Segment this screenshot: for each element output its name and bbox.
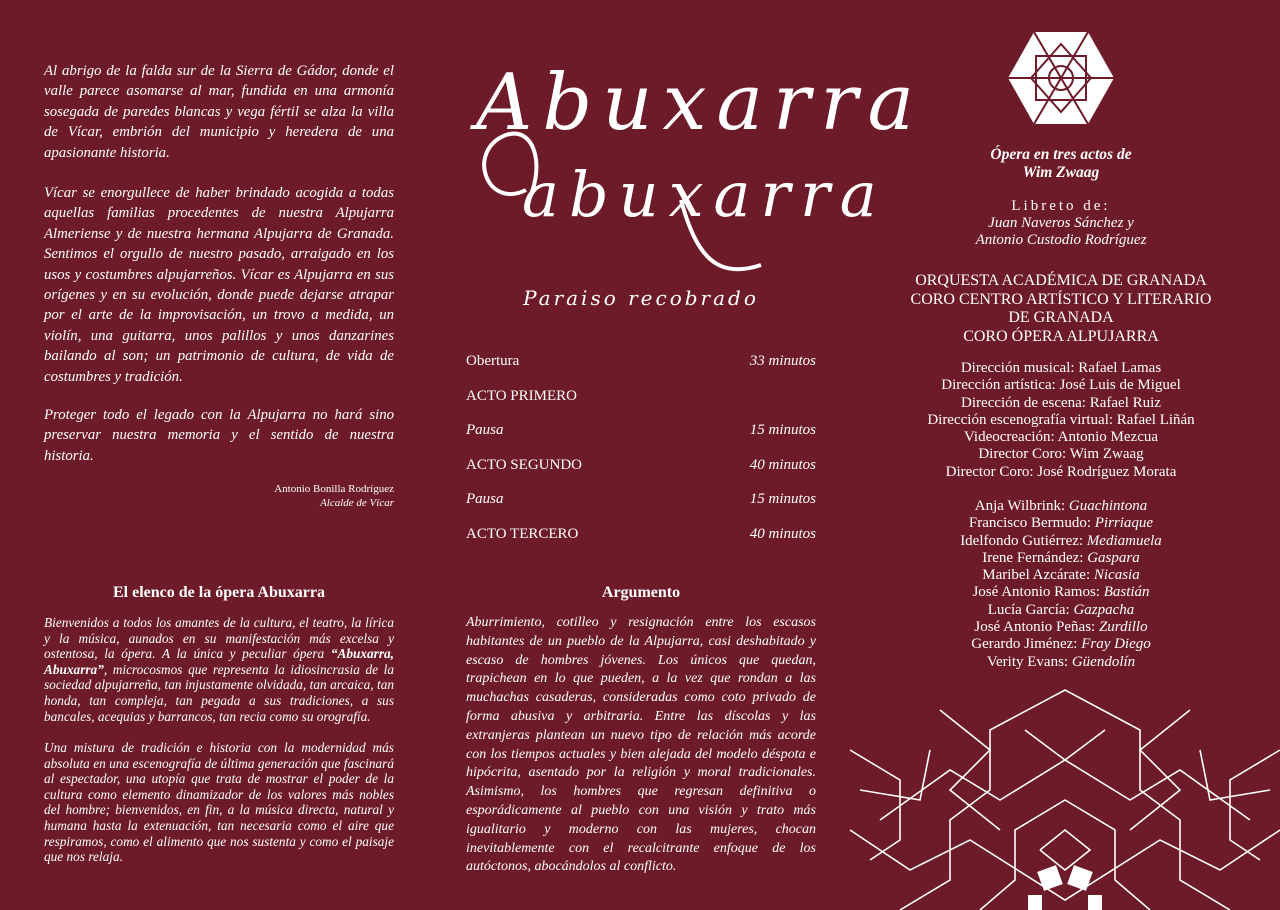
actor-name: Verity Evans: <box>986 653 1072 670</box>
program-row <box>466 422 816 457</box>
actor-name: Anja Wilbrink: <box>974 498 1069 514</box>
cast-text-post: , microcosmos que representa la idiosincrasia de la sociedad alpujarreña, tan injustamente olvidada, tan arcaica, tan honda, tan compleja, tan pegada a sus tradiciones, a sus bancales, acequias y barrancos, tan recia como su orografía. <box>44 661 394 724</box>
credit-line: Dirección de escena: Rafael Ruiz <box>961 394 1161 411</box>
actor-name: José Antonio Ramos: <box>972 584 1104 601</box>
cast-text-pre: Bienvenidos a todos los amantes de la cultura, el teatro, la lírica y la música, aunados en su manifestación más excelsa y ostentosa, la ópera. A la única y peculiar ópera <box>44 615 394 662</box>
actor-name: Maribel Azcárate: <box>982 567 1094 584</box>
geometric-pattern-icon <box>850 690 1280 910</box>
credit-line: Dirección artística: José Luis de Miguel <box>941 377 1181 394</box>
program-row <box>466 526 816 561</box>
cast-member <box>880 654 1242 671</box>
credit-line: Videocreación: Antonio Mezcua <box>963 429 1159 446</box>
cast-member <box>880 498 1242 515</box>
program-row <box>466 491 816 526</box>
program-item-name: ACTO TERCERO <box>466 525 579 542</box>
role-name: Pirriaque <box>1094 515 1154 532</box>
left-column <box>44 0 394 910</box>
middle-column <box>466 0 925 910</box>
title-flourish-icon <box>466 40 816 300</box>
intro-paragraph-1: Al abrigo de la falda sur de la Sierra de Gádor, donde el valle parece asomarse al mar, fundida en una armonía sosegada de paredes blancas y vega fértil se alza la villa de Vícar, embrión del municipio y heredera de una apasionante historia. <box>44 63 394 161</box>
signature-name: Antonio Bonilla Rodríguez <box>274 483 394 495</box>
role-name: Güendolín <box>1071 653 1136 670</box>
intro-paragraph-2: Vícar se enorgullece de haber brindado acogida a todas aquellas familias procedentes de nuestra Alpujarra Almeriense y de nuestra hermana Alpujarra de Granada. Sentimos el orgullo de nuestro pasado, arraigado en los usos y costumbres alpujarreños. Vícar es Alpujarra en sus orígenes y en su evolución, donde puede dejarse atrapar por el arte de la improvisación, un trovo a medida, un violín, una guitarra, unos palillos y unos danzarines bailando al son; un patrimonio de cultura, de vida de costumbres y tradición. <box>44 185 394 385</box>
intro-paragraph-3: Proteger todo el legado con la Alpujarra no hará sino preservar nuestra memoria y el sentido de nuestra historia. <box>44 407 394 464</box>
ensembles-block <box>880 272 1242 346</box>
libretto-block <box>880 198 1242 249</box>
program-row <box>466 388 816 423</box>
ensemble-line: DE GRANADA <box>1008 309 1114 326</box>
opera-credit <box>880 146 1242 182</box>
cast-member <box>880 533 1242 550</box>
subtitle: Paraiso recobrado <box>523 286 759 310</box>
program-row <box>466 457 816 492</box>
cast-member <box>880 602 1242 619</box>
hexagon-logo-icon <box>1006 30 1116 126</box>
opera-name-bold: “Abuxarra, Abuxarra” <box>44 646 394 677</box>
role-name: Guachintona <box>1068 498 1148 514</box>
actor-name: Lucía García: <box>987 601 1074 618</box>
cast-member <box>880 567 1242 584</box>
actor-name: Irene Fernández: <box>982 549 1088 566</box>
program-item-duration: 40 minutos <box>749 525 816 542</box>
program-item-name: ACTO SEGUNDO <box>466 456 582 473</box>
credits-block <box>880 360 1242 481</box>
cast-member <box>880 619 1242 636</box>
actor-name: Francisco Bermudo: <box>968 515 1095 532</box>
cast-paragraph-1 <box>44 615 394 724</box>
cast-member <box>880 515 1242 532</box>
composer-name: Wim Zwaag <box>1022 164 1100 181</box>
argument-heading: Argumento <box>601 584 681 601</box>
program-list <box>466 353 816 560</box>
credit-line: Dirección escenografía virtual: Rafael Liñán <box>927 411 1195 428</box>
program-row <box>466 353 816 388</box>
credit-line: Dirección musical: Rafael Lamas <box>960 360 1162 376</box>
ensemble-line: CORO CENTRO ARTÍSTICO Y LITERARIO <box>910 290 1212 308</box>
role-name: Zurdillo <box>1098 619 1148 636</box>
program-item-name: ACTO PRIMERO <box>466 387 577 404</box>
libretto-name: Antonio Custodio Rodríguez <box>975 232 1147 248</box>
libretto-title: Libreto de: <box>1011 198 1111 214</box>
argument-text: Aburrimiento, cotilleo y resignación entre los escasos habitantes de un pueblo de la Alpujarra, casi deshabitado y escaso de hombres jóvenes. Los únicos que quedan, trapichean en lo que pueden, a la vez que rondan a las muchachas casaderas, consideradas como coto privado de forma abusiva y arbitraria. Entre las díscolas y las extranjeras plantean un nuevo tipo de relación más acorde con los tiempos actuales y bien alejada del modelo déspota e hipócrita, asentado por la religión y moral tradicionales. Asimismo, los hombres que regresan definitiva o esporádicamente al pueblo con una visión y trato más igualitario y moderno con las mujeres, chocan inevitablemente con el recalcitrante enfoque de los autóctonos, abocándolos al conflicto. <box>466 615 816 875</box>
opera-line-1: Ópera en tres actos de <box>990 146 1132 163</box>
role-name: Bastián <box>1103 584 1150 601</box>
program-item-name: Pausa <box>466 422 504 438</box>
role-name: Mediamuela <box>1086 532 1162 549</box>
program-item-name: Obertura <box>466 353 520 369</box>
role-name: Gaspara <box>1087 549 1140 566</box>
cast-member <box>880 584 1242 601</box>
libretto-name: Juan Naveros Sánchez y <box>988 215 1134 231</box>
ensemble-line: CORO ÓPERA ALPUJARRA <box>963 327 1159 345</box>
program-item-name: Pausa <box>466 491 504 507</box>
title-line-1: Abuxarra <box>476 58 925 148</box>
credit-line: Director Coro: Wim Zwaag <box>978 446 1144 463</box>
role-name: Gazpacha <box>1073 601 1135 618</box>
cast-member <box>880 550 1242 567</box>
title-line-2: abuxarra <box>522 158 887 231</box>
cast-heading: El elenco de la ópera Abuxarra <box>113 584 325 601</box>
actor-name: Idelfondo Gutiérrez: <box>960 532 1087 549</box>
program-item-duration: 15 minutos <box>749 422 816 438</box>
cast-member <box>880 636 1242 653</box>
cast-list <box>880 498 1242 671</box>
signature <box>274 482 394 510</box>
program-item-duration: 15 minutos <box>749 491 816 507</box>
cast-paragraph-2: Una mistura de tradición e historia con la modernidad más absoluta en una escenografía de última generación que fascinará al espectador, una utopía que trata de mostrar el poder de la cultura como elemento dinamizador de los valores más nobles del hombre; bienvenidos, en fin, a la música directa, natural y humana hasta la extenuación, tan necesaria como el aire que respiramos, como el alimento que nos sustenta y como el paisaje que nos relaja. <box>44 740 394 865</box>
credit-line: Director Coro: José Rodríguez Morata <box>945 463 1177 480</box>
actor-name: José Antonio Peñas: <box>974 619 1099 636</box>
program-item-duration: 33 minutos <box>749 353 816 369</box>
ensemble-line: ORQUESTA ACADÉMICA DE GRANADA <box>915 272 1207 289</box>
role-name: Nicasia <box>1093 567 1140 584</box>
actor-name: Gerardo Jiménez: <box>971 636 1082 653</box>
role-name: Fray Diego <box>1081 636 1151 653</box>
signature-role: Alcalde de Vícar <box>320 497 394 509</box>
program-item-duration: 40 minutos <box>749 456 816 473</box>
